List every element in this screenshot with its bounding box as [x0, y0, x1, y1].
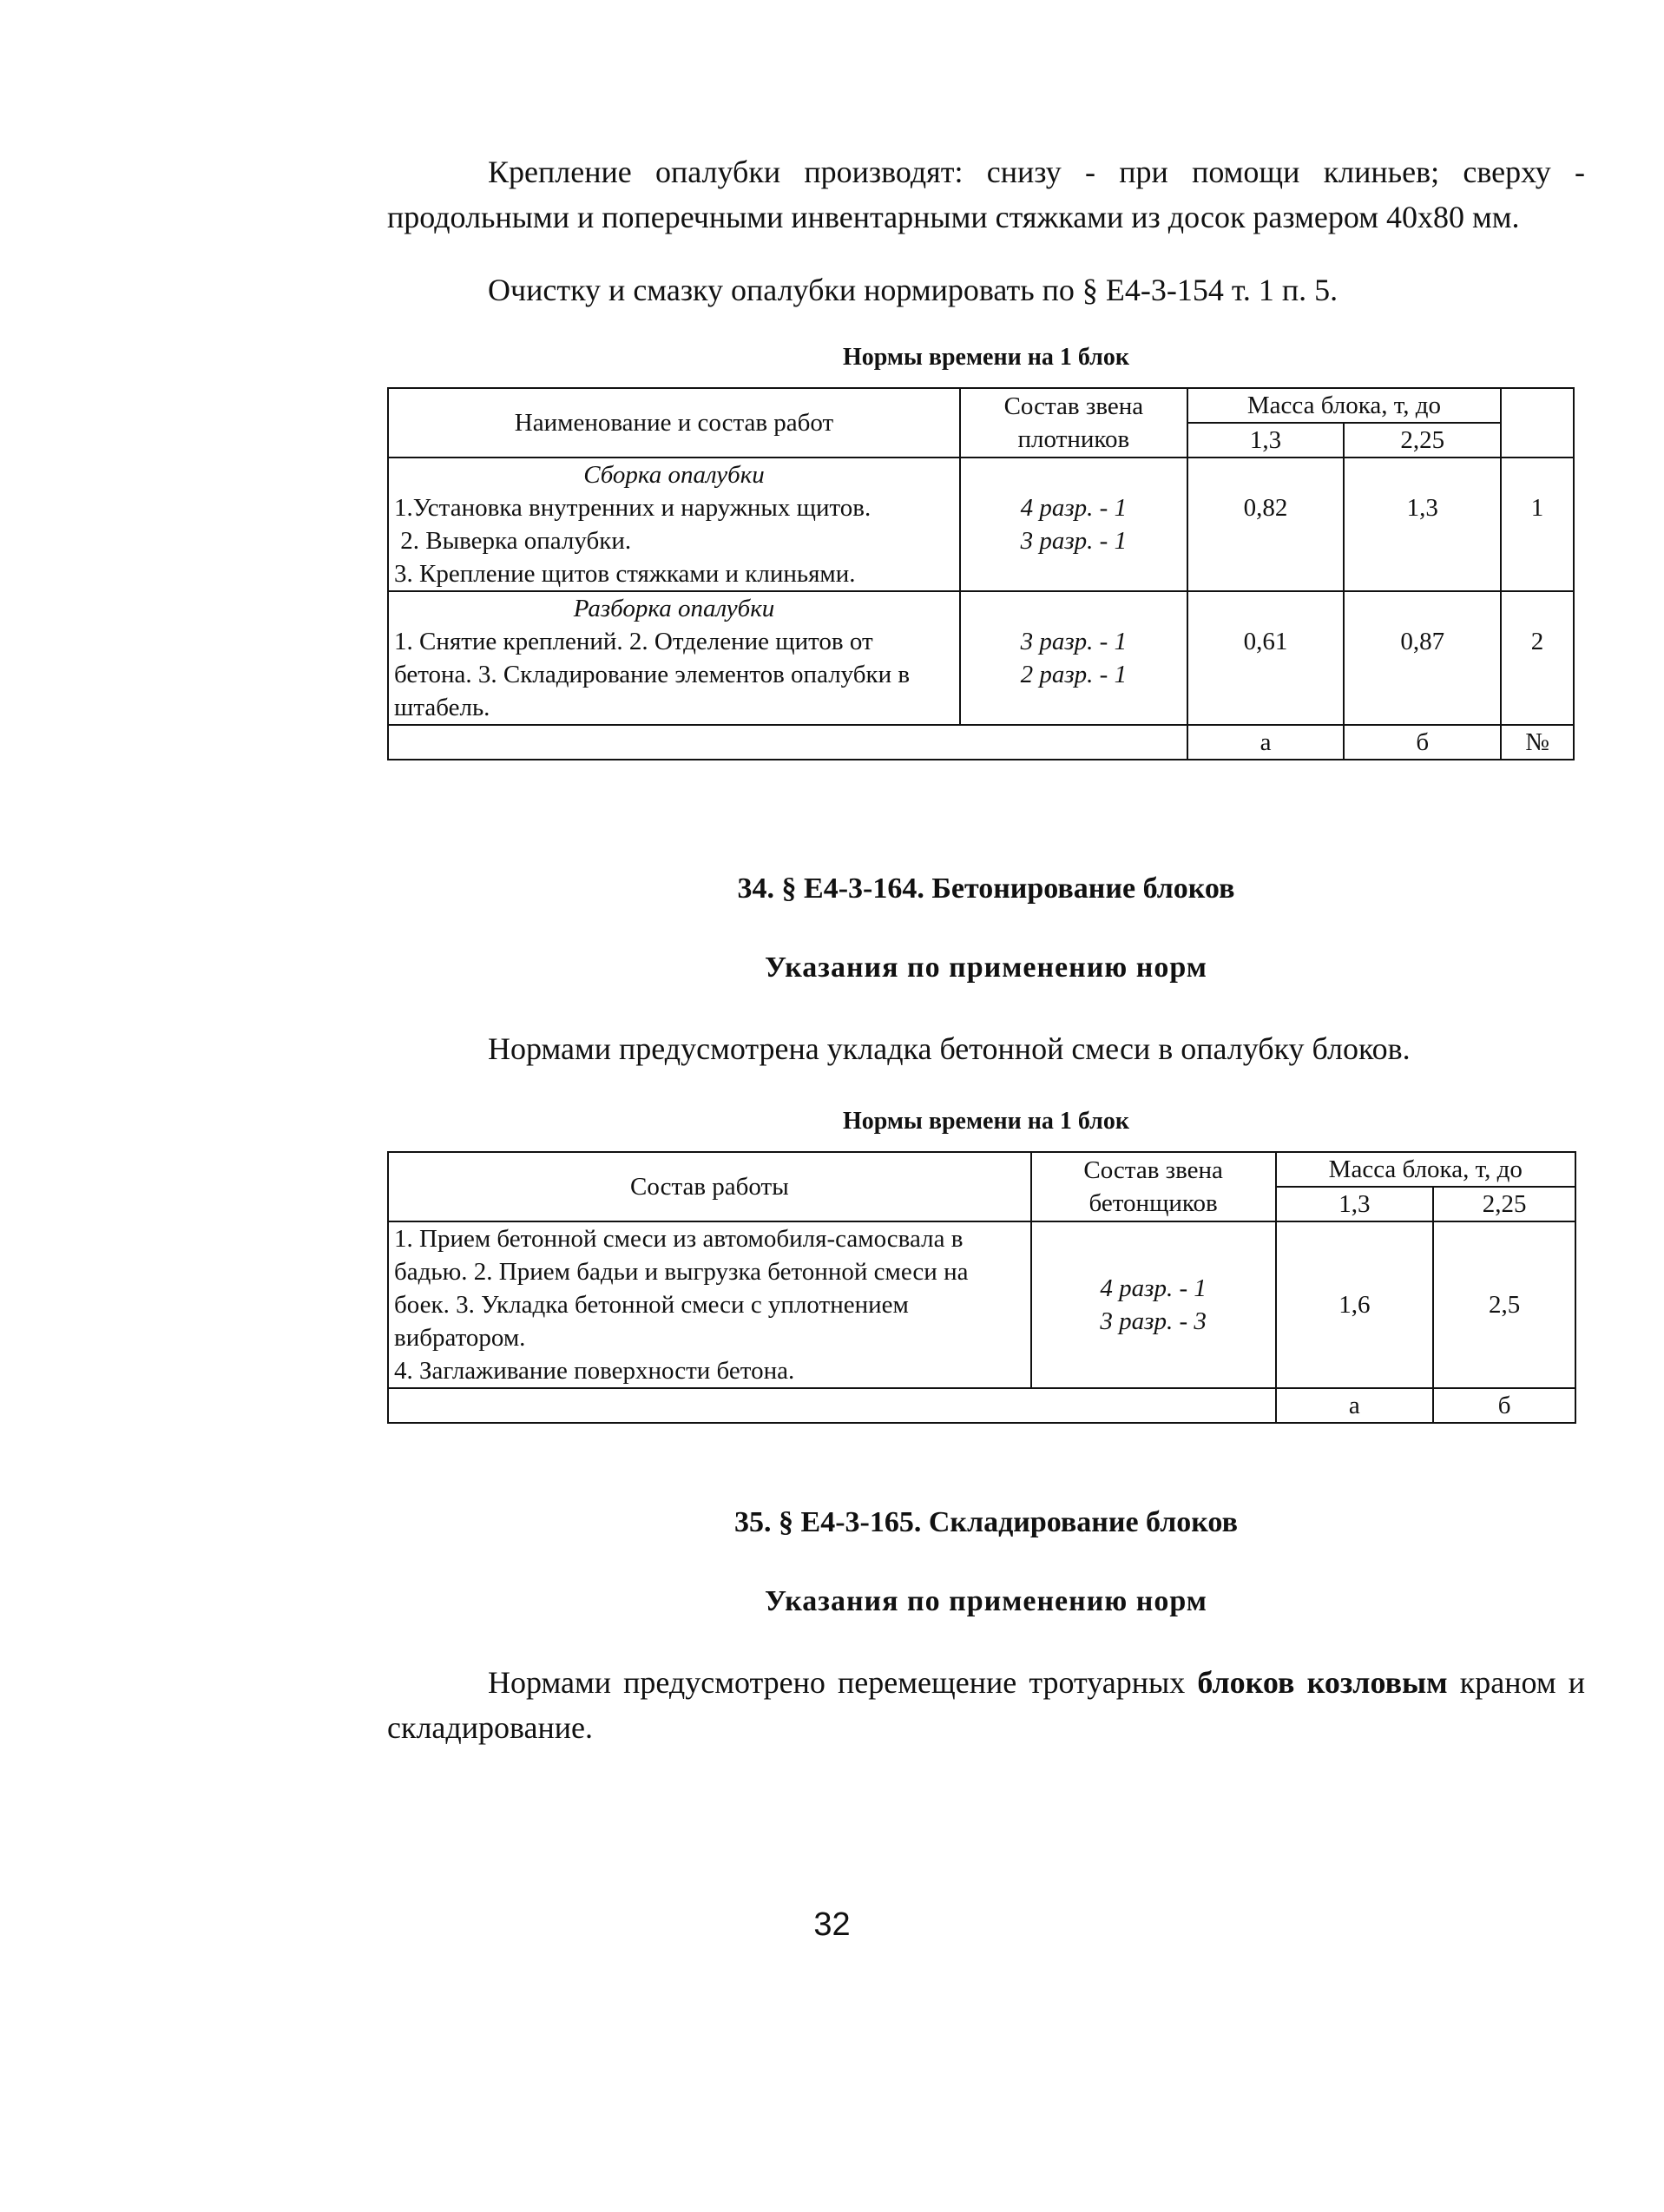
- t1-header-empty: [1501, 388, 1574, 458]
- t2-header-work: Состав работы: [388, 1152, 1031, 1221]
- time-norms-table-2: [387, 1151, 1576, 1424]
- table-row: [388, 458, 1574, 591]
- section-35-subtitle: Указания по применению норм: [765, 1585, 1207, 1617]
- section-35-text-bold: блоков козловым: [1197, 1665, 1448, 1700]
- t2-row-crew: [1031, 1221, 1276, 1388]
- t2-footer-b: б: [1433, 1388, 1575, 1423]
- section-34-text: Нормами предусмотрена укладка бетонной смеси в опалубку блоков.: [488, 1031, 1411, 1066]
- t1-row1-title: Сборка опалубки: [583, 461, 765, 489]
- t1-row2-num: 2: [1501, 591, 1574, 725]
- t1-footer-a: а: [1187, 725, 1345, 760]
- t1-row2-crew-2: 2 разр. - 1: [1020, 661, 1128, 688]
- t1-row2-work: [388, 591, 960, 725]
- intro-paragraph-1: Крепление опалубки производят: снизу - при помощи клиньев; сверху - продольными и поперечными инвентарными стяжками из досок размером 40х80 мм.: [387, 155, 1585, 234]
- t2-row-a: 1,6: [1276, 1221, 1434, 1388]
- intro-paragraph-2: Очистку и смазку опалубки нормировать по § Е4-3-154 т. 1 п. 5.: [488, 273, 1338, 307]
- t2-row-crew-1: 4 разр. - 1: [1100, 1274, 1207, 1302]
- t1-row1-crew: [960, 458, 1187, 591]
- section-35-title: 35. § Е4-3-165. Складирование блоков: [734, 1506, 1238, 1538]
- t1-header-mass: Масса блока, т, до: [1187, 388, 1501, 423]
- t1-row1-b: 1,3: [1344, 458, 1501, 591]
- table-row: [388, 725, 1574, 760]
- t1-row2-line1: 1. Снятие креплений. 2. Отделение щитов от бетона. 3. Складирование элементов опалубки в штабель.: [394, 628, 911, 721]
- t2-header-crew: Состав звена бетонщиков: [1031, 1152, 1276, 1221]
- t1-header-mass-2: 2,25: [1344, 423, 1501, 458]
- page-number: 32: [813, 1906, 851, 1943]
- t1-header-work: Наименование и состав работ: [388, 388, 960, 458]
- table-row: [388, 1221, 1575, 1388]
- t1-row2-crew: [960, 591, 1187, 725]
- t2-row-text2: 4. Заглаживание поверхности бетона.: [394, 1357, 795, 1385]
- t1-footer-b: б: [1344, 725, 1501, 760]
- table1-caption: Нормы времени на 1 блок: [842, 344, 1130, 371]
- table-row: [388, 1388, 1575, 1423]
- t1-row1-a: 0,82: [1187, 458, 1345, 591]
- t1-row1-num: 1: [1501, 458, 1574, 591]
- section-34-title: 34. § Е4-3-164. Бетонирование блоков: [737, 872, 1235, 905]
- t2-header-mass-2: 2,25: [1433, 1187, 1575, 1221]
- time-norms-table-1: [387, 387, 1575, 760]
- t1-row1-line2: 2. Выверка опалубки.: [394, 527, 632, 555]
- t1-row1-crew-2: 3 разр. - 1: [1020, 527, 1128, 555]
- t2-header-mass: Масса блока, т, до: [1276, 1152, 1576, 1187]
- t2-row-b: 2,5: [1433, 1221, 1575, 1388]
- t2-row-crew-2: 3 разр. - 3: [1100, 1307, 1207, 1335]
- t2-row-text: 1. Прием бетонной смеси из автомобиля-самосвала в бадью. 2. Прием бадьи и выгрузка бетонной смеси на боек. 3. Укладка бетонной смеси с уплотнением вибратором.: [394, 1225, 969, 1352]
- t1-row1-line3: 3. Крепление щитов стяжками и клиньями.: [394, 560, 856, 588]
- t2-row-work: [388, 1221, 1031, 1388]
- t1-row2-title: Разборка опалубки: [573, 595, 775, 622]
- t1-row2-a: 0,61: [1187, 591, 1345, 725]
- t1-row1-work: [388, 458, 960, 591]
- t1-footer-empty: [388, 725, 1187, 760]
- section-35-text-c: краном и складирование.: [387, 1665, 1585, 1745]
- t1-row2-b: 0,87: [1344, 591, 1501, 725]
- t1-row1-crew-1: 4 разр. - 1: [1020, 494, 1128, 522]
- section-35-text-a: Нормами предусмотрено перемещение тротуарных: [488, 1665, 1198, 1700]
- section-35-text: [387, 1660, 1585, 1750]
- t1-header-mass-1: 1,3: [1187, 423, 1345, 458]
- t1-header-crew: Состав звена плотников: [960, 388, 1187, 458]
- t2-header-mass-1: 1,3: [1276, 1187, 1434, 1221]
- t1-footer-num: №: [1501, 725, 1574, 760]
- table-row: [388, 591, 1574, 725]
- t1-row2-crew-1: 3 разр. - 1: [1020, 628, 1128, 655]
- t2-footer-empty: [388, 1388, 1276, 1423]
- t2-footer-a: а: [1276, 1388, 1434, 1423]
- table2-caption: Нормы времени на 1 блок: [842, 1108, 1130, 1135]
- t1-row1-line1: 1.Установка внутренних и наружных щитов.: [394, 494, 871, 522]
- section-34-subtitle: Указания по применению норм: [765, 951, 1207, 984]
